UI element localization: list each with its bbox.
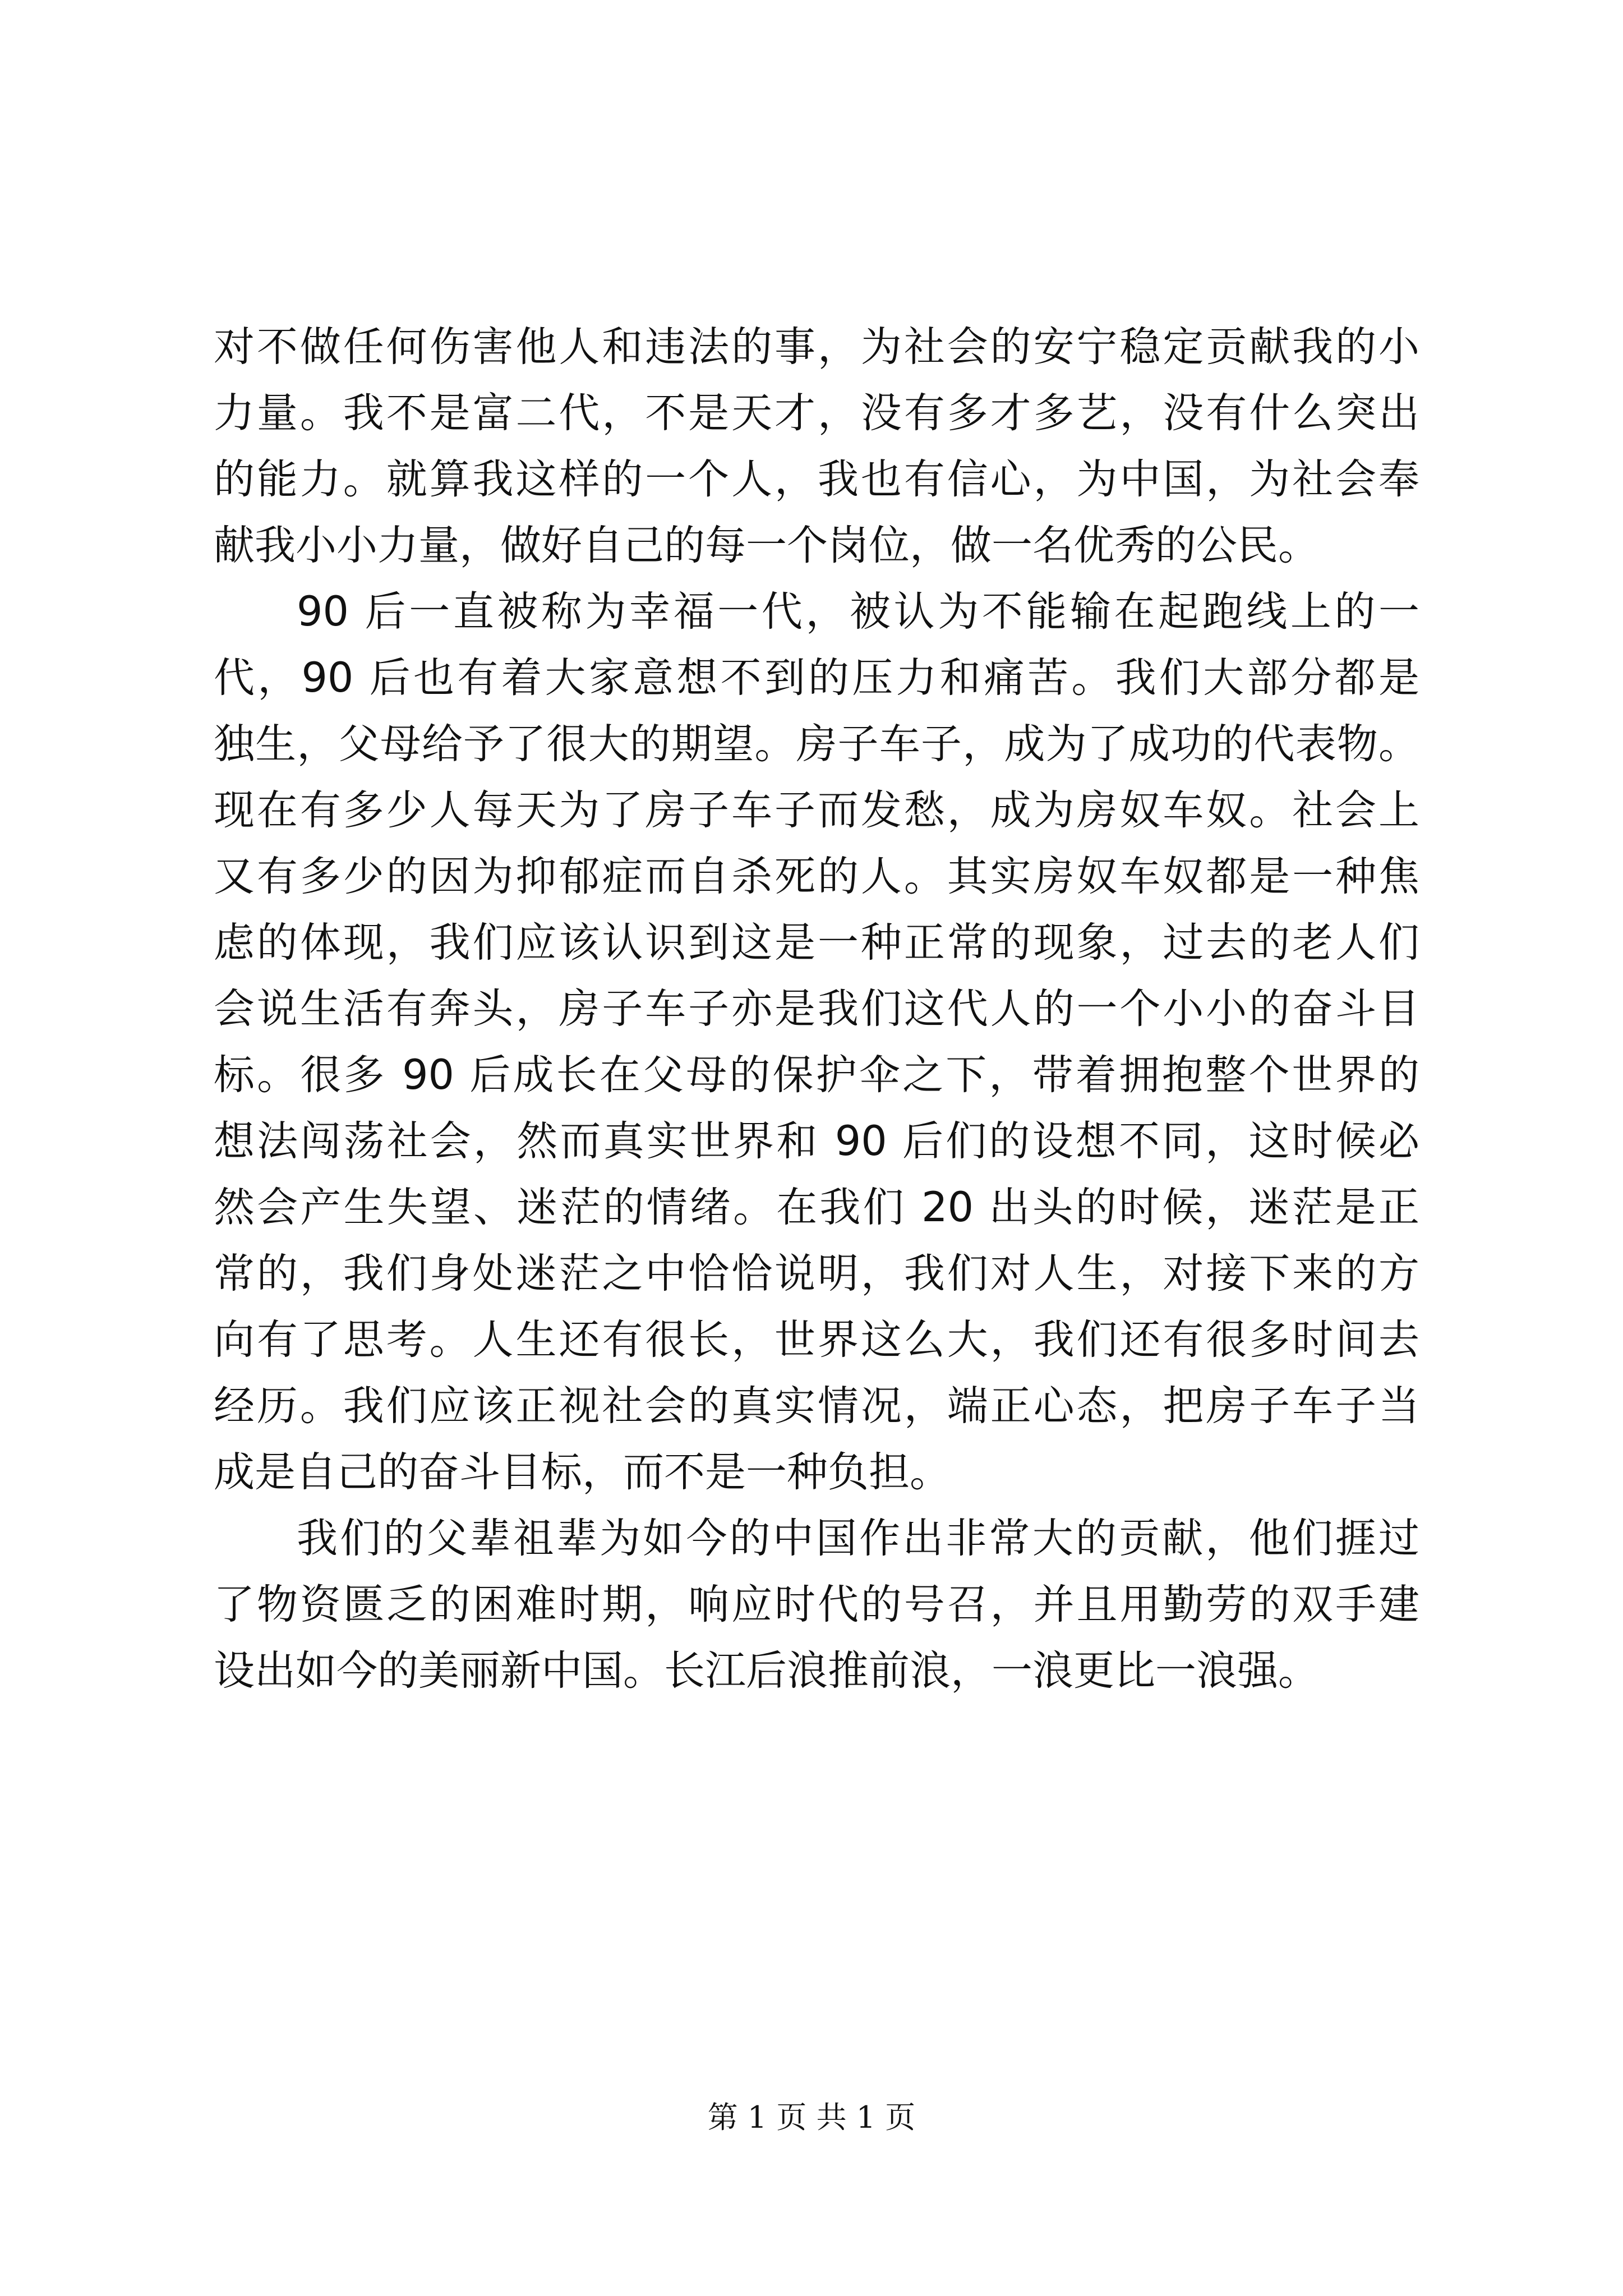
text-line: 对不做任何伤害他人和违法的事，为社会的安宁稳定贡献我的小	[214, 323, 1419, 371]
text-line: 想法闯荡社会，然而真实世界和 90 后们的设想不同，这时候必	[214, 1117, 1419, 1165]
text-line: 然会产生失望、迷茫的情绪。在我们 20 出头的时候，迷茫是正	[214, 1184, 1419, 1231]
text-line: 的能力。就算我这样的一个人，我也有信心，为中国，为社会奉	[214, 455, 1419, 503]
text-line: 了物资匮乏的困难时期，响应时代的号召，并且用勤劳的双手建	[214, 1581, 1419, 1628]
text-line: 虑的体现，我们应该认识到这是一种正常的现象，过去的老人们	[214, 919, 1419, 967]
document-body	[214, 314, 1419, 1704]
text-line: 独生，父母给予了很大的期望。房子车子，成为了成功的代表物。	[214, 720, 1419, 768]
text-line: 成是自己的奋斗目标，而不是一种负担。	[214, 1448, 951, 1496]
text-line: 设出如今的美丽新中国。长江后浪推前浪，一浪更比一浪强。	[214, 1647, 1319, 1695]
text-line: 代，90 后也有着大家意想不到的压力和痛苦。我们大部分都是	[214, 654, 1419, 702]
text-line: 现在有多少人每天为了房子车子而发愁，成为房奴车奴。社会上	[214, 786, 1419, 834]
text-line: 标。很多 90 后成长在父母的保护伞之下，带着拥抱整个世界的	[214, 1051, 1419, 1099]
text-line: 向有了思考。人生还有很长，世界这么大，我们还有很多时间去	[214, 1316, 1419, 1364]
text-line: 90 后一直被称为幸福一代，被认为不能输在起跑线上的一	[297, 588, 1419, 636]
text-line: 又有多少的因为抑郁症而自杀死的人。其实房奴车奴都是一种焦	[214, 853, 1419, 900]
text-line: 常的，我们身处迷茫之中恰恰说明，我们对人生，对接下来的方	[214, 1250, 1419, 1297]
text-line: 我们的父辈祖辈为如今的中国作出非常大的贡献，他们捱过	[297, 1515, 1419, 1562]
text-line: 经历。我们应该正视社会的真实情况，端正心态，把房子车子当	[214, 1382, 1419, 1430]
page-footer: 第 1 页 共 1 页	[707, 2100, 916, 2135]
text-line: 力量。我不是富二代，不是天才，没有多才多艺，没有什么突出	[214, 389, 1419, 437]
text-line: 会说生活有奔头，房子车子亦是我们这代人的一个小小的奋斗目	[214, 985, 1419, 1033]
text-line: 献我小小力量，做好自己的每一个岗位，做一名优秀的公民。	[214, 522, 1319, 569]
